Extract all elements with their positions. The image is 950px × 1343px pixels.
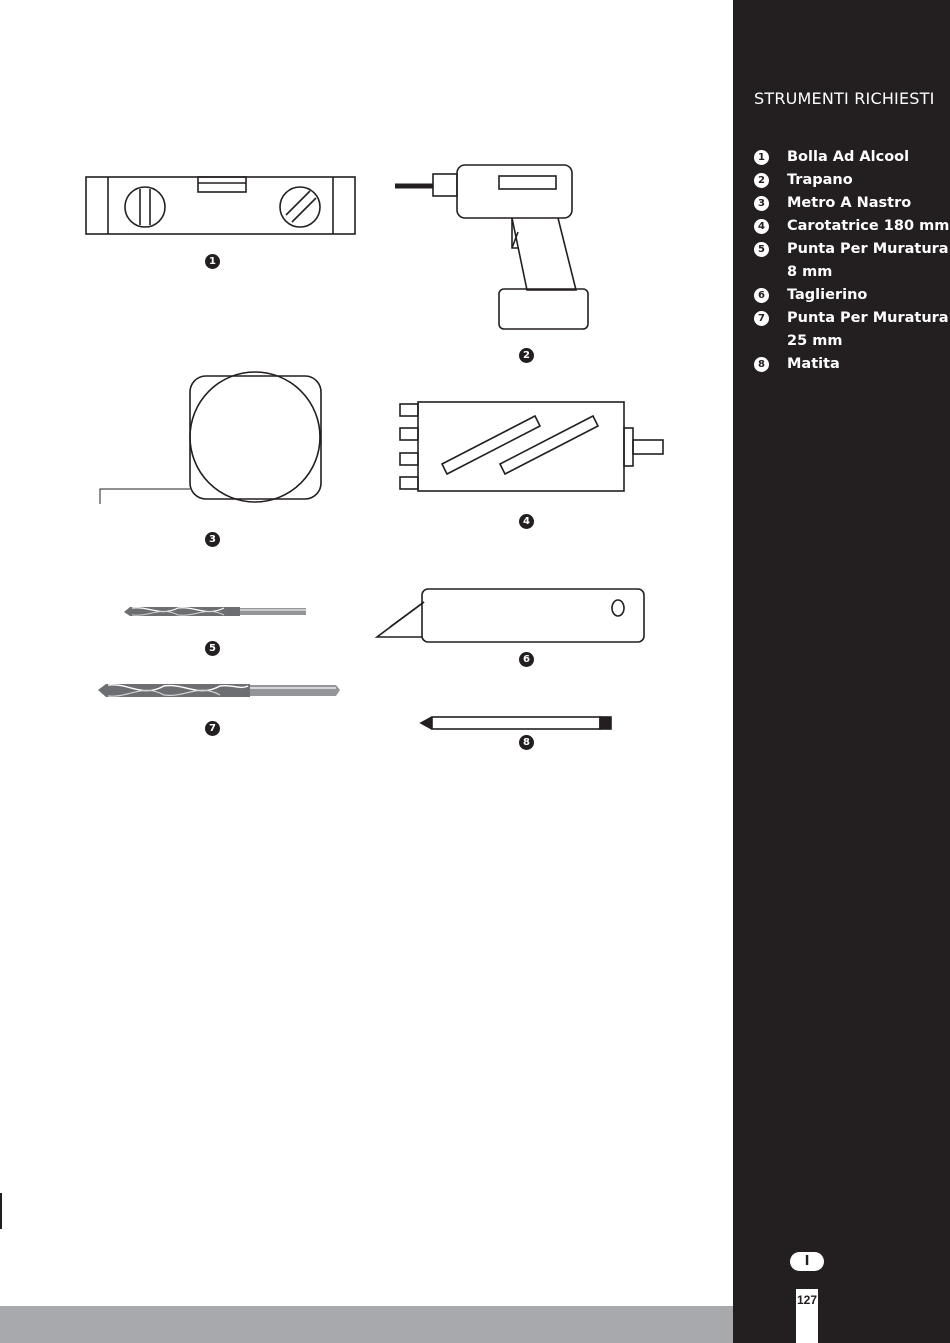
pencil-drawing — [421, 717, 611, 729]
illustration-label-5: 5 — [205, 641, 220, 656]
margin-mark — [0, 1193, 2, 1229]
item-label: Matita — [787, 356, 840, 372]
cutter-drawing — [377, 589, 644, 642]
masonry-bit-8mm-drawing — [124, 607, 306, 616]
item-number: 7 — [754, 311, 769, 326]
sidebar-title: STRUMENTI RICHIESTI — [754, 89, 935, 108]
item-label: Punta Per Muratura 25 mm — [787, 310, 949, 349]
list-item — [754, 307, 950, 353]
item-number: 4 — [754, 219, 769, 234]
item-label: Carotatrice 180 mm — [787, 218, 950, 234]
list-item — [754, 215, 950, 238]
page-tab — [796, 1289, 818, 1343]
item-number: 1 — [754, 150, 769, 165]
item-label: Punta Per Muratura 8 mm — [787, 241, 949, 280]
illustration-label-1: 1 — [205, 254, 220, 269]
item-label: Trapano — [787, 172, 853, 188]
tool-list — [754, 146, 950, 376]
footer-bar — [0, 1306, 733, 1343]
list-item — [754, 192, 950, 215]
illustration-label-2: 2 — [519, 348, 534, 363]
item-number: 6 — [754, 288, 769, 303]
list-item — [754, 238, 950, 284]
masonry-bit-25mm-drawing — [98, 684, 340, 697]
page-number: 127 — [796, 1293, 818, 1307]
drill-drawing — [395, 165, 588, 329]
tape-measure-drawing — [100, 372, 321, 504]
sidebar — [733, 0, 950, 1343]
item-number: 8 — [754, 357, 769, 372]
item-number: 2 — [754, 173, 769, 188]
illustration-label-3: 3 — [205, 532, 220, 547]
item-label: Metro A Nastro — [787, 195, 912, 211]
list-item — [754, 169, 950, 192]
core-drill-drawing — [400, 402, 663, 491]
item-label: Bolla Ad Alcool — [787, 149, 910, 165]
list-item — [754, 146, 950, 169]
illustration-label-4: 4 — [519, 514, 534, 529]
item-number: 5 — [754, 242, 769, 257]
illustration-label-7: 7 — [205, 721, 220, 736]
item-label: Taglierino — [787, 287, 868, 303]
spirit-level-drawing — [86, 177, 355, 234]
list-item — [754, 284, 950, 307]
illustration-label-8: 8 — [519, 735, 534, 750]
list-item — [754, 353, 950, 376]
illustration-label-6: 6 — [519, 652, 534, 667]
item-number: 3 — [754, 196, 769, 211]
language-badge: I — [790, 1252, 824, 1271]
